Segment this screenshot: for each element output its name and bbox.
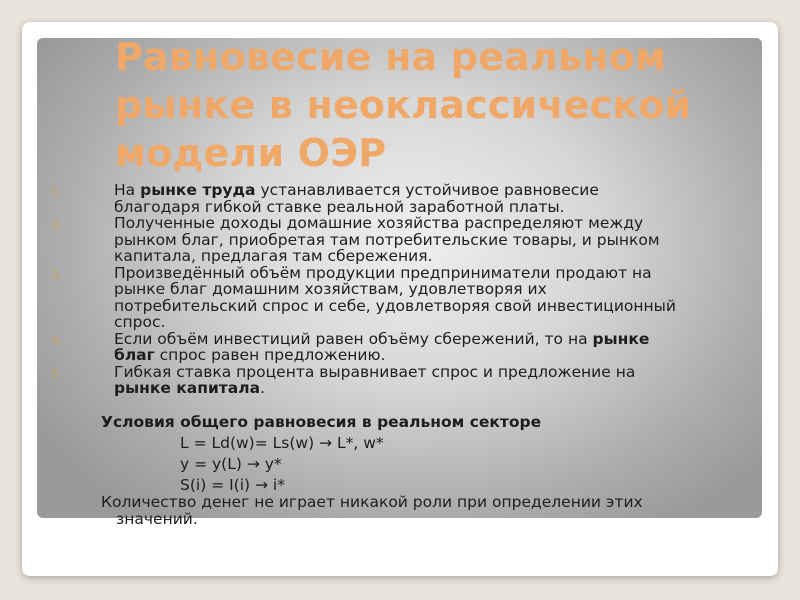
- item-text: спрос равен предложению.: [154, 346, 386, 364]
- item-text: Гибкая ставка процента выравнивает спрос и предложение на: [114, 362, 636, 381]
- list-number: 5.: [52, 367, 63, 380]
- list-item: [52, 265, 752, 331]
- item-bold-text: рынке труда: [140, 181, 256, 199]
- list-item: [52, 364, 752, 397]
- item-bold-text: рынке: [592, 329, 650, 348]
- list-item: [52, 182, 752, 215]
- item-text: благодаря гибкой ставке реальной заработной платы.: [114, 197, 565, 216]
- item-text: Если объём инвестиций равен объёму сбережений, то на: [114, 329, 593, 348]
- item-text: капитала, предлагая там сбережения.: [114, 247, 433, 265]
- list-number: 3.: [52, 268, 63, 281]
- item-text: На: [114, 181, 141, 199]
- output-formula: y = y(L) → y*: [180, 455, 282, 473]
- list-item: [52, 331, 752, 364]
- item-text: .: [260, 379, 265, 397]
- numbered-list: [52, 182, 752, 397]
- money-neutrality-note: [101, 494, 741, 528]
- item-text: потребительский спрос и себе, удовлетворяя свой инвестиционный: [114, 296, 676, 315]
- list-number: 4.: [52, 334, 63, 347]
- note-line: значений.: [116, 510, 198, 528]
- item-text: спрос.: [114, 313, 166, 331]
- item-text: устанавливается устойчивое равновесие: [255, 181, 599, 199]
- note-line: Количество денег не играет никакой роли при определении этих: [101, 493, 643, 511]
- list-item: [52, 215, 752, 265]
- list-number: 1.: [52, 186, 63, 198]
- item-bold-text: благ: [114, 346, 155, 364]
- capital-market-formula: S(i) = I(i) → i*: [180, 476, 285, 494]
- item-bold-text: рынке капитала: [114, 379, 261, 397]
- item-text: Полученные доходы домашние хозяйства распределяют между: [114, 214, 644, 232]
- slide-title: Равновесие на реальном рынке в неоклассической модели ОЭР: [115, 35, 692, 175]
- conditions-heading: Условия общего равновесия в реальном секторе: [101, 413, 542, 431]
- item-text: рынке благ домашним хозяйствам, удовлетворяя их: [114, 280, 547, 298]
- list-number: 2.: [52, 219, 63, 231]
- labor-market-formula: L = Ld(w)= Ls(w) → L*, w*: [180, 434, 384, 452]
- item-text: рынком благ, приобретая там потребительские товары, и рынком: [114, 230, 660, 249]
- item-text: Произведённый объём продукции предприниматели продают на: [114, 263, 652, 282]
